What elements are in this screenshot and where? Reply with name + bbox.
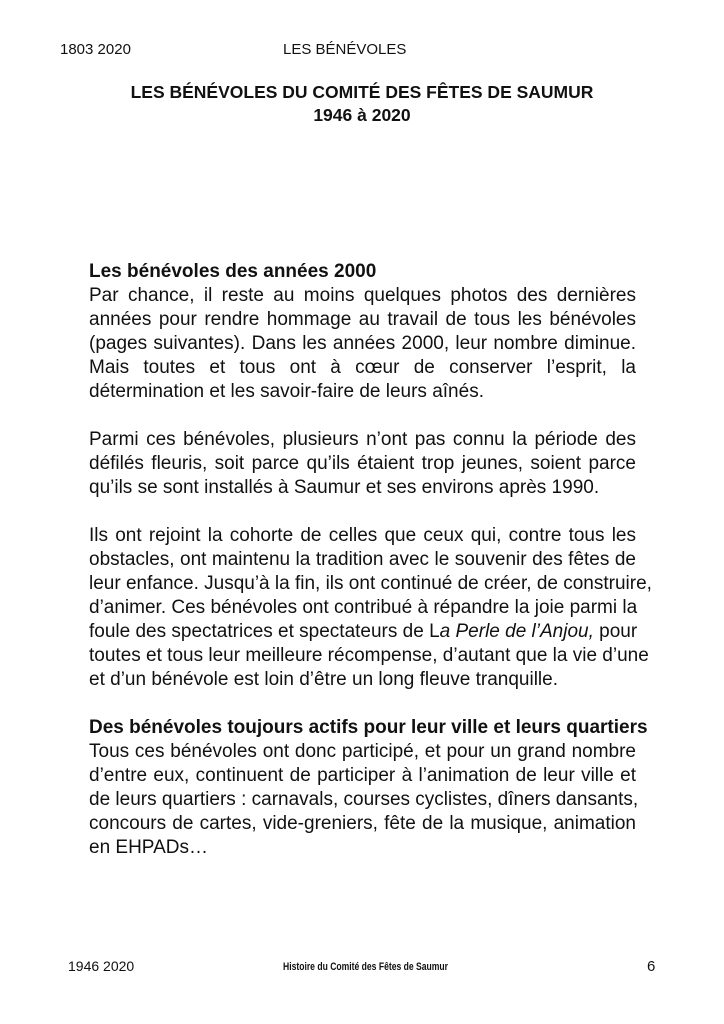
text-line: années pour rendre hommage au travail de tous les bénévoles xyxy=(89,309,636,330)
text-line-with-italic xyxy=(89,620,636,644)
title-line-2: 1946 à 2020 xyxy=(313,105,411,125)
text-segment: pour xyxy=(593,621,638,642)
text-line: d’animer. Ces bénévoles ont contribué à répandre la joie parmi la xyxy=(89,597,638,618)
page-number: 6 xyxy=(647,958,656,975)
text-line: d’entre eux, continuent de participer à l’animation de leur ville et xyxy=(89,765,636,786)
text-line: Parmi ces bénévoles, plusieurs n’ont pas connu la période des xyxy=(89,429,636,450)
text-segment: foule des spectatrices et spectateurs de L xyxy=(89,621,440,642)
title-line-1: LES BÉNÉVOLES DU COMITÉ DES FÊTES DE SAUMUR xyxy=(130,82,594,102)
text-line: toutes et tous leur meilleure récompense, d’autant que la vie d’une xyxy=(89,645,649,666)
text-line: détermination et les savoir-faire de leurs aînés. xyxy=(89,381,484,402)
header-center: LES BÉNÉVOLES xyxy=(283,41,407,58)
text-line: en EHPADs… xyxy=(89,837,208,858)
text-line: défilés fleuris, soit parce qu’ils étaient trop jeunes, soient parce xyxy=(89,453,636,474)
page-title xyxy=(0,81,724,127)
body-text xyxy=(89,260,652,860)
text-line: Tous ces bénévoles ont donc participé, et pour un grand nombre xyxy=(89,741,636,762)
text-line: et d’un bénévole est loin d’être un long fleuve tranquille. xyxy=(89,669,558,690)
footer-left: 1946 2020 xyxy=(68,958,135,974)
footer-center: Histoire du Comité des Fêtes de Saumur xyxy=(283,961,448,973)
text-line: concours de cartes, vide-greniers, fête de la musique, animation xyxy=(89,813,636,834)
section-heading: Les bénévoles des années 2000 xyxy=(89,261,377,282)
header-left: 1803 2020 xyxy=(60,41,131,58)
section-heading: Des bénévoles toujours actifs pour leur ville et leurs quartiers xyxy=(89,717,648,738)
text-line: qu’ils se sont installés à Saumur et ses environs après 1990. xyxy=(89,477,600,498)
text-line: Mais toutes et tous ont à cœur de conserver l’esprit, la xyxy=(89,357,636,378)
text-line: obstacles, ont maintenu la tradition avec le souvenir des fêtes de xyxy=(89,549,636,570)
italic-title: a Perle de l’Anjou, xyxy=(439,621,594,642)
text-line: (pages suivantes). Dans les années 2000, leur nombre diminue. xyxy=(89,333,636,354)
text-line: leur enfance. Jusqu’à la fin, ils ont continué de créer, de construire, xyxy=(89,573,652,594)
text-line: Par chance, il reste au moins quelques photos des dernières xyxy=(89,285,636,306)
text-line: de leurs quartiers : carnavals, courses cyclistes, dîners dansants, xyxy=(89,789,639,810)
text-line: Ils ont rejoint la cohorte de celles que ceux qui, contre tous les xyxy=(89,525,636,546)
